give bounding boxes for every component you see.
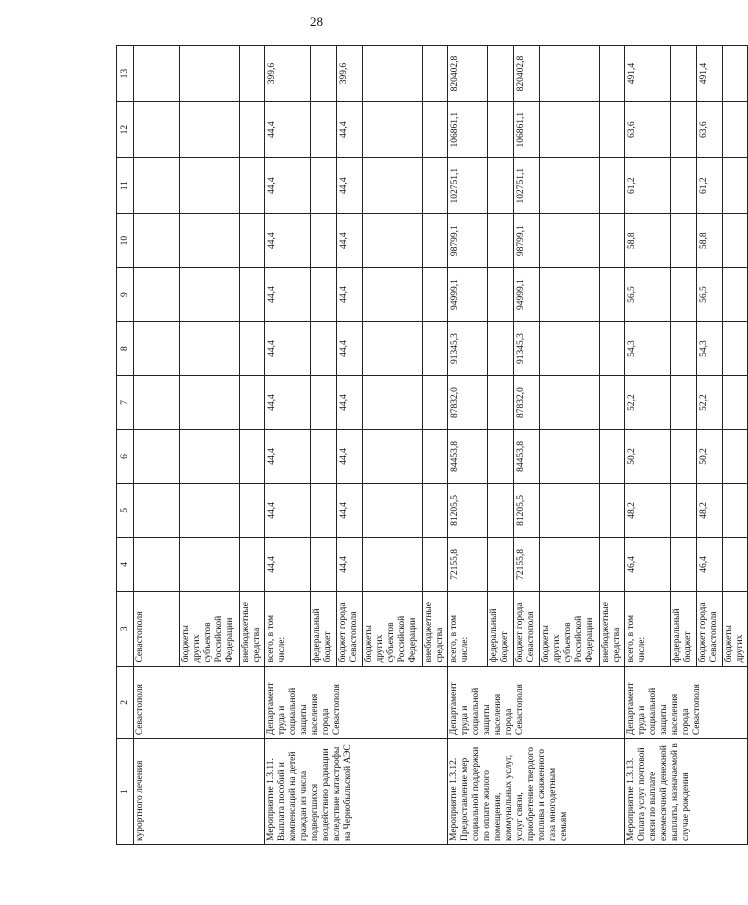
amount-cell [240,483,265,537]
amount-cell [363,102,423,158]
amount-cell: 44,4 [265,322,311,376]
amount-cell [134,158,180,214]
amount-cell [540,102,600,158]
column-header: 9 [117,268,134,322]
activity-name-cell: курортного лечения [134,739,265,845]
amount-cell [600,268,625,322]
amount-cell [240,537,265,591]
amount-cell: 56,5 [625,268,671,322]
amount-cell [723,322,748,376]
amount-cell: 91345,3 [514,322,540,376]
column-header: 11 [117,158,134,214]
amount-cell: 87832,0 [448,376,488,430]
amount-cell: 87832,0 [514,376,540,430]
amount-cell [671,268,697,322]
amount-cell [180,102,240,158]
amount-cell [363,376,423,430]
amount-cell: 63,6 [697,102,723,158]
amount-cell [423,429,448,483]
amount-cell [311,376,337,430]
amount-cell: 98799,1 [514,214,540,268]
amount-cell [311,214,337,268]
amount-cell: 61,2 [625,158,671,214]
amount-cell [671,158,697,214]
amount-cell [671,376,697,430]
amount-cell [671,322,697,376]
amount-cell [723,376,748,430]
amount-cell [488,376,514,430]
amount-cell [180,214,240,268]
amount-cell [723,158,748,214]
amount-cell [311,268,337,322]
amount-cell [134,376,180,430]
amount-cell [180,376,240,430]
funding-source-cell: внебюджетные средства [240,591,265,666]
amount-cell: 44,4 [265,429,311,483]
rotated-table-frame [116,45,745,845]
amount-cell: 44,4 [337,158,363,214]
amount-cell: 44,4 [265,537,311,591]
amount-cell [134,537,180,591]
amount-cell [240,158,265,214]
amount-cell: 44,4 [337,429,363,483]
amount-cell [600,376,625,430]
amount-cell [671,46,697,102]
amount-cell: 98799,1 [448,214,488,268]
funding-source-cell: бюджет города Севастополя [697,591,723,666]
amount-cell [723,102,748,158]
amount-cell [180,429,240,483]
amount-cell [488,158,514,214]
amount-cell [540,483,600,537]
amount-cell: 102751,1 [514,158,540,214]
amount-cell [363,268,423,322]
funding-source-cell: бюджеты других субъектов Российской Федерации [180,591,240,666]
amount-cell: 94999,1 [448,268,488,322]
amount-cell [180,322,240,376]
funding-source-cell: федеральный бюджет [311,591,337,666]
funding-source-cell: бюджет города Севастополя [337,591,363,666]
amount-cell [423,483,448,537]
amount-cell [723,483,748,537]
amount-cell [488,322,514,376]
amount-cell [311,537,337,591]
amount-cell [600,158,625,214]
amount-cell: 48,2 [625,483,671,537]
amount-cell [363,158,423,214]
amount-cell [311,322,337,376]
amount-cell [311,46,337,102]
amount-cell: 50,2 [625,429,671,483]
amount-cell [723,214,748,268]
funding-table [116,45,748,845]
amount-cell: 54,3 [625,322,671,376]
amount-cell [134,268,180,322]
amount-cell [540,46,600,102]
amount-cell [423,376,448,430]
funding-source-cell: всего, в том числе: [265,591,311,666]
amount-cell [180,158,240,214]
table-row [448,46,488,845]
column-header: 5 [117,483,134,537]
amount-cell [723,429,748,483]
amount-cell: 399,6 [265,46,311,102]
amount-cell [423,102,448,158]
amount-cell [134,46,180,102]
funding-source-cell: внебюджетные средства [423,591,448,666]
amount-cell [488,214,514,268]
amount-cell: 72155,8 [514,537,540,591]
amount-cell: 52,2 [697,376,723,430]
executor-cell: Департамент труда и социальной защиты населения города Севастополя [265,666,448,739]
amount-cell: 44,4 [265,483,311,537]
funding-source-cell: внебюджетные средства [600,591,625,666]
amount-cell: 84453,8 [448,429,488,483]
amount-cell [134,214,180,268]
amount-cell [671,429,697,483]
amount-cell: 491,4 [697,46,723,102]
amount-cell [540,322,600,376]
amount-cell [423,46,448,102]
amount-cell [240,214,265,268]
funding-source-cell: федеральный бюджет [671,591,697,666]
amount-cell [540,537,600,591]
amount-cell [311,158,337,214]
amount-cell [134,429,180,483]
column-header: 12 [117,102,134,158]
executor-cell: Департамент труда и социальной защиты населения города Севастополя [625,666,748,739]
amount-cell [311,429,337,483]
amount-cell [600,102,625,158]
amount-cell [671,214,697,268]
amount-cell: 61,2 [697,158,723,214]
amount-cell [423,214,448,268]
amount-cell: 44,4 [337,102,363,158]
amount-cell [540,429,600,483]
funding-source-cell: бюджеты других субъектов Российской Федерации [540,591,600,666]
amount-cell: 820402,8 [514,46,540,102]
amount-cell: 48,2 [697,483,723,537]
amount-cell [240,429,265,483]
amount-cell: 44,4 [265,268,311,322]
amount-cell [488,483,514,537]
amount-cell [423,322,448,376]
amount-cell: 106861,1 [448,102,488,158]
amount-cell: 399,6 [337,46,363,102]
amount-cell: 102751,1 [448,158,488,214]
amount-cell [600,322,625,376]
funding-source-cell: Севастополя [134,591,180,666]
amount-cell: 44,4 [337,376,363,430]
amount-cell [363,46,423,102]
amount-cell [311,102,337,158]
amount-cell [540,214,600,268]
column-header: 2 [117,666,134,739]
activity-name-cell: Мероприятие 1.3.11. Выплата пособий и компенсаций на детей граждан из числа подвергшихся воздействию радиации вследствие катастрофы на Чернобыльской АЭС [265,739,448,845]
amount-cell [363,214,423,268]
amount-cell [540,376,600,430]
amount-cell: 52,2 [625,376,671,430]
amount-cell: 58,8 [697,214,723,268]
amount-cell [240,268,265,322]
funding-source-cell: всего, в том числе: [625,591,671,666]
activity-name-cell: Мероприятие 1.3.12. Предоставление мер социальной поддержки по оплате жилого помещения, коммунальных услуг, услуг связи, приобретение твердого топлива и сжиженного газа многодетным семьям [448,739,625,845]
column-number-row [117,46,134,845]
amount-cell [723,537,748,591]
amount-cell: 44,4 [265,102,311,158]
column-header: 1 [117,739,134,845]
amount-cell [671,102,697,158]
amount-cell: 84453,8 [514,429,540,483]
amount-cell: 44,4 [337,483,363,537]
amount-cell [488,46,514,102]
executor-cell: Департамент труда и социальной защиты населения города Севастополя [448,666,625,739]
executor-cell: Севастополя [134,666,265,739]
amount-cell: 44,4 [337,537,363,591]
funding-source-cell: бюджеты других [723,591,748,666]
amount-cell [723,268,748,322]
amount-cell: 81205,5 [514,483,540,537]
amount-cell: 56,5 [697,268,723,322]
column-header: 6 [117,429,134,483]
amount-cell [423,158,448,214]
column-header: 10 [117,214,134,268]
amount-cell: 491,4 [625,46,671,102]
amount-cell [363,537,423,591]
amount-cell: 820402,8 [448,46,488,102]
amount-cell [423,268,448,322]
amount-cell [600,537,625,591]
amount-cell [134,102,180,158]
amount-cell [311,483,337,537]
amount-cell [488,102,514,158]
column-header: 4 [117,537,134,591]
amount-cell [363,322,423,376]
amount-cell: 44,4 [337,322,363,376]
amount-cell [488,429,514,483]
amount-cell [134,322,180,376]
amount-cell [600,429,625,483]
amount-cell: 63,6 [625,102,671,158]
amount-cell: 44,4 [265,158,311,214]
amount-cell [600,214,625,268]
amount-cell [240,46,265,102]
amount-cell: 81205,5 [448,483,488,537]
funding-source-cell: федеральный бюджет [488,591,514,666]
column-header: 8 [117,322,134,376]
amount-cell: 58,8 [625,214,671,268]
amount-cell [423,537,448,591]
amount-cell [488,537,514,591]
amount-cell: 46,4 [625,537,671,591]
amount-cell [180,483,240,537]
amount-cell [363,483,423,537]
funding-source-cell: бюджет города Севастополя [514,591,540,666]
table-row [134,46,180,845]
amount-cell [723,46,748,102]
funding-source-cell: бюджеты других субъектов Российской Федерации [363,591,423,666]
amount-cell [540,268,600,322]
amount-cell: 72155,8 [448,537,488,591]
amount-cell [240,376,265,430]
table-row [265,46,311,845]
amount-cell [600,46,625,102]
amount-cell [671,537,697,591]
amount-cell [240,102,265,158]
amount-cell [180,537,240,591]
amount-cell: 50,2 [697,429,723,483]
amount-cell [363,429,423,483]
table-row [625,46,671,845]
amount-cell: 106861,1 [514,102,540,158]
amount-cell [240,322,265,376]
funding-source-cell: всего, в том числе: [448,591,488,666]
column-header: 3 [117,591,134,666]
amount-cell [180,268,240,322]
amount-cell: 46,4 [697,537,723,591]
table-body [134,46,748,845]
amount-cell: 91345,3 [448,322,488,376]
amount-cell: 94999,1 [514,268,540,322]
amount-cell: 44,4 [337,214,363,268]
amount-cell [180,46,240,102]
amount-cell: 44,4 [265,376,311,430]
amount-cell [488,268,514,322]
amount-cell [671,483,697,537]
page-number: 28 [310,14,323,29]
amount-cell [540,158,600,214]
amount-cell [134,483,180,537]
column-header: 7 [117,376,134,430]
activity-name-cell: Мероприятие 1.3.13. Оплата услуг почтовой связи по выплате ежемесячной денежной выплаты, назначаемой в случае рождения [625,739,748,845]
amount-cell: 44,4 [265,214,311,268]
amount-cell [600,483,625,537]
column-header: 13 [117,46,134,102]
amount-cell: 44,4 [337,268,363,322]
amount-cell: 54,3 [697,322,723,376]
